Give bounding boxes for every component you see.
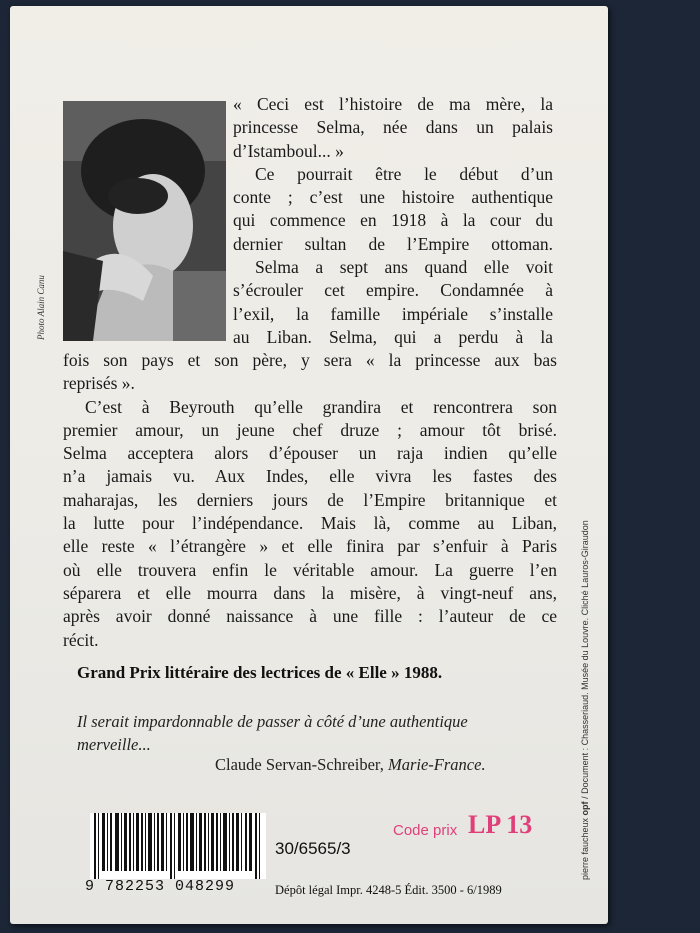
code-prix-value: LP 13 [468, 810, 533, 839]
press-quote [77, 710, 553, 756]
quote-source: Marie-France. [387, 755, 486, 774]
blurb-line: Selma acceptera alors d’épouser un raja indien qu’elle [63, 443, 557, 464]
credit-rest: / Document : Chasseriaud. Musée du Louvre. Cliché Lauros-Giraudon [580, 520, 590, 799]
quote-line: merveille... [77, 735, 151, 754]
blurb-line: « Ceci est l’histoire de ma mère, la [233, 94, 553, 114]
author-photo [63, 101, 226, 341]
blurb-intro [233, 93, 553, 349]
barcode-digits: 9 782253 048299 [85, 878, 236, 895]
blurb-line: conte ; c’est une histoire authentique [233, 187, 553, 208]
blurb-line: qui commence en 1918 à la cour du [233, 210, 553, 231]
blurb-body [63, 349, 557, 652]
blurb-line: Selma a sept ans quand elle voit [255, 257, 553, 278]
blurb-line: l’exil, la famille impériale s’installe [233, 303, 553, 324]
quote-attribution [215, 755, 486, 775]
blurb-line: séparera et elle mourra dans la misère, à vingt-neuf ans, [63, 582, 557, 603]
blurb-line: s’écrouler cet empire. Condamnée à [233, 280, 553, 301]
blurb-line: n’a jamais vu. Aux Indes, elle vivra les fastes des [63, 466, 557, 487]
design-credit [580, 520, 590, 880]
code-prix-label: Code prix [393, 822, 458, 839]
blurb-line: au Liban. Selma, qui a perdu à la [233, 326, 553, 347]
credit-prefix: pierre faucheux [580, 817, 590, 880]
barcode [90, 813, 266, 879]
blurb-line: maharajas, les derniers jours de l’Empire britannique et [63, 489, 557, 510]
blurb-line: après avoir donné naissance à une fille : l’auteur de ce [63, 606, 557, 627]
blurb-line: fois son pays et son père, y sera « la princesse aux bas [63, 350, 557, 370]
quote-line: Il serait impardonnable de passer à côté d’une authentique [77, 712, 468, 731]
blurb-line: dernier sultan de l’Empire ottoman. [233, 233, 553, 254]
credit-brand: opf [580, 801, 590, 816]
blurb-line: la lutte pour l’indépendance. Mais là, comme au Liban, [63, 513, 557, 534]
blurb-line: princesse Selma, née dans un palais [233, 117, 553, 138]
blurb-line: C’est à Beyrouth qu’elle grandira et rencontrera son [85, 396, 557, 417]
catalog-number: 30/6565/3 [275, 839, 351, 858]
blurb-line: où elle trouvera enfin le véritable amour. La guerre l’en [63, 559, 557, 580]
blurb-line: d’Istamboul... » [233, 140, 344, 161]
photo-credit: Photo Alain Canu [36, 275, 46, 340]
prize-award: Grand Prix littéraire des lectrices de « Elle » 1988. [77, 663, 443, 682]
blurb-line: reprisés ». [63, 373, 135, 394]
blurb-line: elle reste « l’étrangère » et elle finira par s’enfuir à Paris [63, 536, 557, 557]
blurb-line: premier amour, un jeune chef druze ; amour tôt brisé. [63, 419, 557, 440]
blurb-line: Ce pourrait être le début d’un [255, 163, 553, 184]
quote-author: Claude Servan-Schreiber, [215, 755, 384, 774]
depot-legal: Dépôt légal Impr. 4248-5 Édit. 3500 - 6/1989 [275, 883, 502, 897]
blurb-line: récit. [63, 629, 99, 650]
